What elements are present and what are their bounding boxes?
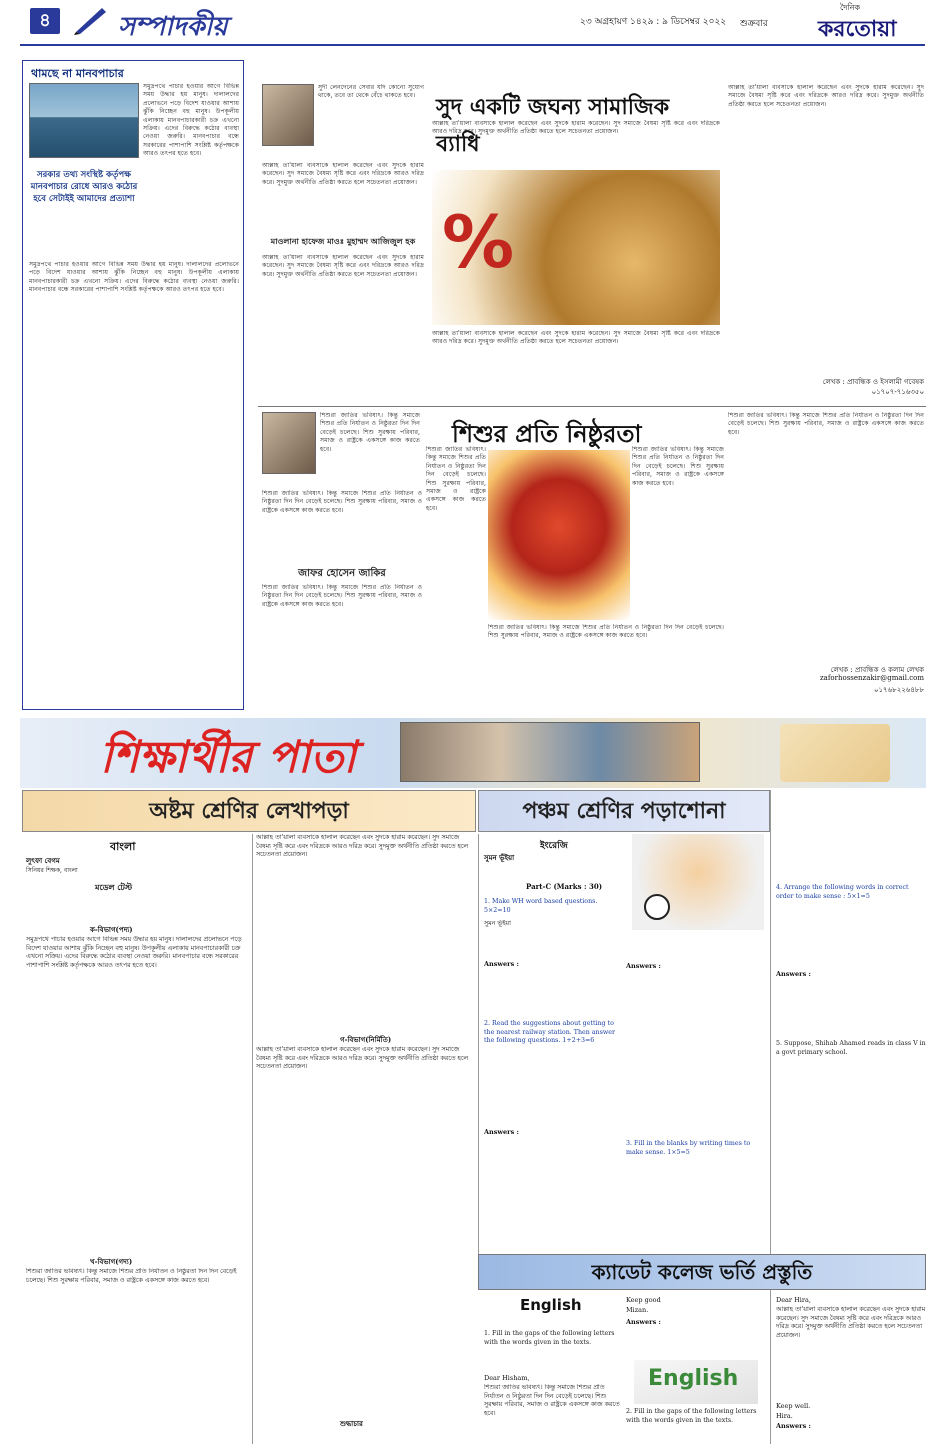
q3: 3. Fill in the blanks by writing times to make sense. 1×5=5 xyxy=(626,1140,751,1156)
daily-label: দৈনিক xyxy=(840,3,861,12)
english-teacher: সুমন ভূঁইয়া xyxy=(484,853,515,862)
answers-6: Answers : xyxy=(776,1422,811,1430)
percent-icon: % xyxy=(442,200,515,284)
q1-items: সুমন ভূঁইয়া xyxy=(484,920,511,927)
col-divider xyxy=(252,834,253,1444)
english-art-text: English xyxy=(648,1366,739,1391)
interest-col1: আল্লাহ তা'য়ালা ব্যবসাকে হালাল করেছেন এবং সুদকে হারাম করেছেন। সুদ সমাজে বৈষম্য সৃষ্টি করে এবং দরিদ্রকে আরও দরিদ্র করে। সুদমুক্ত অর্থনীতি প্রতিষ্ঠা করতে হলে সচেতনতা প্রয়োজন। xyxy=(262,162,424,186)
q4: 4. Arrange the following words in correct order to make sense : 5×1=5 xyxy=(776,884,909,900)
children-intro: শিশুরা জাতির ভবিষ্যৎ। কিন্তু সমাজে শিশুর প্রতি নির্যাতন ও নিষ্ঠুরতা দিন দিন বেড়েই চলেছে। শিশু সুরক্ষায় পরিবার, সমাজ ও রাষ্ট্রকে একসঙ্গে কাজ করতে হবে। xyxy=(320,412,420,453)
section-ka: ক-বিভাগ(পদ্য) xyxy=(90,925,133,934)
children-right: শিশুরা জাতির ভবিষ্যৎ। কিন্তু সমাজে শিশুর প্রতি নির্যাতন ও নিষ্ঠুরতা দিন দিন বেড়েই চলেছে। শিশু সুরক্ষায় পরিবার, সমাজ ও রাষ্ট্রকে একসঙ্গে কাজ করতে হবে। xyxy=(632,446,724,487)
cadet-q1: 1. Fill in the gaps of the following letters with the words given in the texts. xyxy=(484,1330,615,1346)
correction-label: শুদ্ধাচার xyxy=(340,1419,363,1428)
interest-col2: আল্লাহ তা'য়ালা ব্যবসাকে হালাল করেছেন এবং সুদকে হারাম করেছেন। সুদ সমাজে বৈষম্য সৃষ্টি করে এবং দরিদ্রকে আরও দরিদ্র করে। সুদমুক্ত অর্থনীতি প্রতিষ্ঠা করতে হলে সচেতনতা প্রয়োজন। xyxy=(262,254,424,278)
letter-greeting: Dear Hisham, xyxy=(484,1374,530,1382)
cadet-english: English xyxy=(520,1296,582,1314)
hira-body: আল্লাহ তা'য়ালা ব্যবসাকে হালাল করেছেন এবং সুদকে হারাম করেছেন। সুদ সমাজে বৈষম্য সৃষ্টি করে এবং দরিদ্রকে আরও দরিদ্র করে। সুদমুক্ত অর্থনীতি প্রতিষ্ঠা করতে হলে সচেতনতা প্রয়োজন। xyxy=(776,1306,926,1339)
letter-name: Mizan. xyxy=(626,1306,649,1314)
masthead-rule xyxy=(20,44,925,46)
q1: 1. Make WH word based questions. 5×2=10 xyxy=(484,898,598,914)
interest-signature: লেখক : প্রাবন্ধিক ও ইসলামী গবেষক xyxy=(822,378,924,386)
author-photo-2 xyxy=(262,412,316,474)
english-art xyxy=(634,1360,758,1404)
interest-right-col: আল্লাহ তা'য়ালা ব্যবসাকে হালাল করেছেন এবং সুদকে হারাম করেছেন। সুদ সমাজে বৈষম্য সৃষ্টি করে এবং দরিদ্রকে আরও দরিদ্র করে। সুদমুক্ত অর্থনীতি প্রতিষ্ঠা করতে হলে সচেতনতা প্রয়োজন। xyxy=(728,84,924,108)
interest-lead: আল্লাহ তা'য়ালা ব্যবসাকে হালাল করেছেন এবং সুদকে হারাম করেছেন। সুদ সমাজে বৈষম্য সৃষ্টি করে এবং দরিদ্রকে আরও দরিদ্র করে। সুদমুক্ত অর্থনীতি প্রতিষ্ঠা করতে হলে সচেতনতা প্রয়োজন। xyxy=(432,120,720,136)
bangla-title: বাংলা xyxy=(110,840,136,853)
children-signature: লেখক : প্রাবন্ধিক ও কলাম লেখক xyxy=(830,666,924,674)
children-col1: শিশুরা জাতির ভবিষ্যৎ। কিন্তু সমাজে শিশুর প্রতি নির্যাতন ও নিষ্ঠুরতা দিন দিন বেড়েই চলেছে। শিশু সুরক্ষায় পরিবার, সমাজ ও রাষ্ট্রকে একসঙ্গে কাজ করতে হবে। xyxy=(262,490,422,514)
bangla-col2-top: আল্লাহ তা'য়ালা ব্যবসাকে হালাল করেছেন এবং সুদকে হারাম করেছেন। সুদ সমাজে বৈষম্য সৃষ্টি করে এবং দরিদ্রকে আরও দরিদ্র করে। সুদমুক্ত অর্থনীতি প্রতিষ্ঠা করতে হলে সচেতনতা প্রয়োজন। xyxy=(256,834,469,859)
children-right-col: শিশুরা জাতির ভবিষ্যৎ। কিন্তু সমাজে শিশুর প্রতি নির্যাতন ও নিষ্ঠুরতা দিন দিন বেড়েই চলেছে। শিশু সুরক্ষায় পরিবার, সমাজ ও রাষ্ট্রকে একসঙ্গে কাজ করতে হবে। xyxy=(728,412,924,436)
answers-1: Answers : xyxy=(484,960,519,968)
teacher-illustration xyxy=(780,724,890,782)
editorial-body-top: সমুদ্রপথে পাচার হওয়ার আগে বিভিন্ন সময় উদ্ধার হয় মানুষ। দালালদের প্রলোভনে পড়ে বিদেশ যাওয়ার আশায় ঝুঁকি নিচ্ছেন বহু মানুষ। উপকূলীয় এলাকায় মানবপাচারকারী চক্র এখনো সক্রিয়। এদের বিরুদ্ধে কঠোর ব্যবস্থা নেওয়া জরুরি। মানবপাচার বন্ধে সরকারের পাশাপাশি সংশ্লিষ্ট কর্তৃপক্ষকে আরও তৎপর হতে হবে। xyxy=(143,83,239,158)
answers-2: Answers : xyxy=(484,1128,519,1136)
editorial-headline: থামছে না মানবপাচার xyxy=(31,67,124,80)
hira-close: Keep well. xyxy=(776,1402,811,1410)
section-title: সম্পাদকীয় xyxy=(118,12,228,42)
answers-3: Answers : xyxy=(626,962,661,970)
children-email: zaforhossenzakir@gmail.com xyxy=(819,674,924,682)
interest-phone: ০১৭০৭-৭১৬৩৫০ xyxy=(871,388,924,396)
class5-header: পঞ্চম শ্রেণির পড়াশোনা xyxy=(478,790,770,832)
children-left: শিশুরা জাতির ভবিষ্যৎ। কিন্তু সমাজে শিশুর প্রতি নির্যাতন ও নিষ্ঠুরতা দিন দিন বেড়েই চলেছে। শিশু সুরক্ষায় পরিবার, সমাজ ও রাষ্ট্রকে একসঙ্গে কাজ করতে হবে। xyxy=(426,446,486,512)
bangla-questions-2: শিশুরা জাতির ভবিষ্যৎ। কিন্তু সমাজে শিশুর প্রতি নির্যাতন ও নিষ্ঠুরতা দিন দিন বেড়েই চলেছে। শিশু সুরক্ষায় পরিবার, সমাজ ও রাষ্ট্রকে একসঙ্গে কাজ করতে হবে। xyxy=(26,1268,237,1284)
paper-name: করতোয়া xyxy=(818,17,897,42)
hira-greeting: Dear Hira, xyxy=(776,1296,811,1304)
bangla-teacher: লুৎফা বেগম xyxy=(26,856,60,865)
student-banner xyxy=(20,718,926,788)
editorial-box xyxy=(22,60,244,710)
answers-4: Answers : xyxy=(776,970,811,978)
pen-icon xyxy=(72,4,112,36)
q5: 5. Suppose, Shihab Ahamed reads in class V in a govt primary school. xyxy=(776,1040,926,1056)
children-image xyxy=(488,450,630,620)
issue-date: ২৩ অগ্রহায়ণ ১৪২৯ : ৯ ডিসেম্বর ২০২২ xyxy=(580,17,727,27)
weekday: শুক্রবার xyxy=(740,19,768,29)
english-label: ইংরেজি xyxy=(540,841,568,851)
editorial-photo xyxy=(29,83,139,158)
children-col2: শিশুরা জাতির ভবিষ্যৎ। কিন্তু সমাজে শিশুর প্রতি নির্যাতন ও নিষ্ঠুরতা দিন দিন বেড়েই চলেছে। শিশু সুরক্ষায় পরিবার, সমাজ ও রাষ্ট্রকে একসঙ্গে কাজ করতে হবে। xyxy=(262,584,422,608)
football-icon xyxy=(644,894,670,920)
letter-body: শিশুরা জাতির ভবিষ্যৎ। কিন্তু সমাজে শিশুর প্রতি নির্যাতন ও নিষ্ঠুরতা দিন দিন বেড়েই চলেছে। শিশু সুরক্ষায় পরিবার, সমাজ ও রাষ্ট্রকে একসঙ্গে কাজ করতে হবে। xyxy=(484,1384,620,1417)
class8-header: অষ্টম শ্রেণির লেখাপড়া xyxy=(22,790,476,832)
section-kha: খ-বিভাগ(গদ্য) xyxy=(90,1257,133,1266)
banner-title: শিক্ষার্থীর পাতা xyxy=(100,732,357,783)
part-c: Part-C (Marks : 30) xyxy=(526,882,603,891)
col-divider-4 xyxy=(770,1290,771,1444)
section-ga: গ-বিভাগ(নির্মিতি) xyxy=(340,1035,392,1044)
cadet-header: ক্যাডেট কলেজ ভর্তি প্রস্তুতি xyxy=(478,1254,926,1290)
model-test: মডেল টেস্ট xyxy=(95,882,133,892)
students-photo xyxy=(400,722,700,782)
q2: 2. Read the suggestions about getting to the nearest railway station. Then answer the following questions. 1+2+3=6 xyxy=(484,1020,615,1045)
photo-caption: সরকার তথ্য সংস্থিষ্ট কর্তৃপক্ষ মানবপাচার রোধে আরও কঠোর হবে সেটাইই আমাদের প্রত্যাশা xyxy=(30,170,138,204)
masthead xyxy=(0,0,945,68)
interest-image xyxy=(432,170,720,325)
page-number: ৪ xyxy=(30,8,60,34)
interest-intro: সুদী লেনদেনের সেবার যদি কোনো সুযোগ থাকে, তবে তা থেকে বেঁচে থাকতে হবে। xyxy=(318,84,424,100)
cadet-q2: 2. Fill in the gaps of the following letters with the words given in the texts. xyxy=(626,1408,757,1424)
divider xyxy=(258,406,926,407)
bangla-questions: সমুদ্রপথে পাচার হওয়ার আগে বিভিন্ন সময় উদ্ধার হয় মানুষ। দালালদের প্রলোভনে পড়ে বিদেশ যাওয়ার আশায় ঝুঁকি নিচ্ছেন বহু মানুষ। উপকূলীয় এলাকায় মানবপাচারকারী চক্র এখনো সক্রিয়। এদের বিরুদ্ধে কঠোর ব্যবস্থা নেওয়া জরুরি। মানবপাচার বন্ধে সরকারের পাশাপাশি সংশ্লিষ্ট কর্তৃপক্ষকে আরও তৎপর হতে হবে। xyxy=(26,936,242,969)
bangla-col2: আল্লাহ তা'য়ালা ব্যবসাকে হালাল করেছেন এবং সুদকে হারাম করেছেন। সুদ সমাজে বৈষম্য সৃষ্টি করে এবং দরিদ্রকে আরও দরিদ্র করে। সুদমুক্ত অর্থনীতি প্রতিষ্ঠা করতে হলে সচেতনতা প্রয়োজন। xyxy=(256,1046,469,1071)
interest-bottom: আল্লাহ তা'য়ালা ব্যবসাকে হালাল করেছেন এবং সুদকে হারাম করেছেন। সুদ সমাজে বৈষম্য সৃষ্টি করে এবং দরিদ্রকে আরও দরিদ্র করে। সুদমুক্ত অর্থনীতি প্রতিষ্ঠা করতে হলে সচেতনতা প্রয়োজন। xyxy=(432,330,720,346)
letter-close: Keep good xyxy=(626,1296,661,1304)
interest-byline: মাওলানা হাফেজ মাওঃ মুহাম্মদ আজিজুল হক xyxy=(270,236,416,246)
hira-name: Hira. xyxy=(776,1412,793,1420)
children-bottom: শিশুরা জাতির ভবিষ্যৎ। কিন্তু সমাজে শিশুর প্রতি নির্যাতন ও নিষ্ঠুরতা দিন দিন বেড়েই চলেছে। শিশু সুরক্ষায় পরিবার, সমাজ ও রাষ্ট্রকে একসঙ্গে কাজ করতে হবে। xyxy=(488,624,724,640)
author-photo xyxy=(262,84,314,146)
col-divider-3 xyxy=(770,790,771,1254)
children-phone: ০১৭৬৮২২৬৪৮৮ xyxy=(873,686,924,694)
interest-headline: সুদ একটি জঘন্য সামাজিক ব্যাধি xyxy=(436,94,670,157)
children-headline: শিশুর প্রতি নিষ্ঠুরতা xyxy=(452,419,642,448)
bangla-teacher-role: সিনিয়র শিক্ষক, বাংলা xyxy=(26,867,78,874)
answers-5: Answers : xyxy=(626,1318,661,1326)
col-divider-2 xyxy=(478,834,479,1254)
children-byline: জাফর হোসেন জাকির xyxy=(298,568,386,579)
editorial-body: সমুদ্রপথে পাচার হওয়ার আগে বিভিন্ন সময় উদ্ধার হয় মানুষ। দালালদের প্রলোভনে পড়ে বিদেশ যাওয়ার আশায় ঝুঁকি নিচ্ছেন বহু মানুষ। উপকূলীয় এলাকায় মানবপাচারকারী চক্র এখনো সক্রিয়। এদের বিরুদ্ধে কঠোর ব্যবস্থা নেওয়া জরুরি। মানবপাচার বন্ধে সরকারের পাশাপাশি সংশ্লিষ্ট কর্তৃপক্ষকে আরও তৎপর হতে হবে। xyxy=(29,261,239,294)
boy-football-illustration xyxy=(632,834,764,930)
